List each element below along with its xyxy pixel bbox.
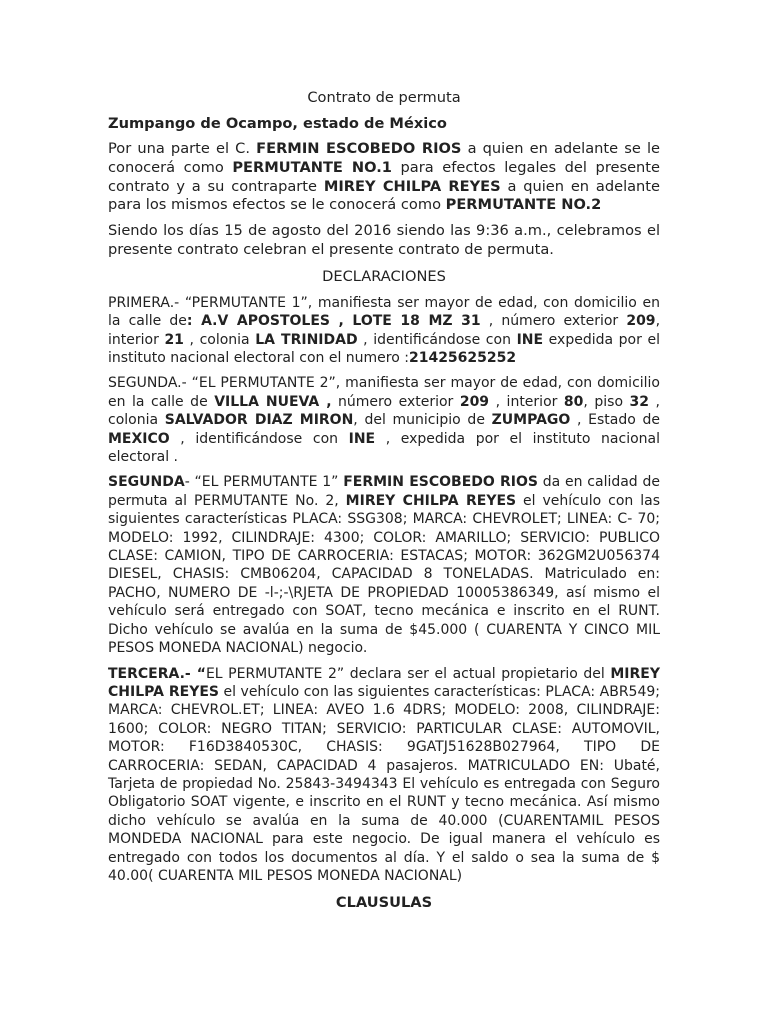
declaraciones-heading: DECLARACIONES: [322, 267, 446, 285]
bold-span: MIREY CHILPA REYES: [108, 665, 660, 700]
bold-span: MIREY CHILPA REYES: [323, 177, 501, 195]
text-span: , identificándose con: [169, 430, 349, 447]
bold-span: INE: [348, 430, 376, 447]
text-span: , identificándose con: [357, 331, 517, 348]
bold-span: 21: [164, 331, 184, 348]
text-span: número exterior: [331, 393, 460, 410]
tercera-paragraph: [108, 665, 660, 886]
clausulas-heading: CLAUSULAS: [335, 894, 433, 912]
text-span: EL PERMUTANTE 2” declara ser el actual propietario del: [205, 665, 611, 682]
bold-span: 21425625252: [408, 350, 517, 366]
text-span: SEGUNDA.- “EL PERMUTANTE 2”, manifiesta ser mayor de edad, con domicilio en la calle de: [108, 375, 660, 410]
text-span: PRIMERA.- “PERMUTANTE 1”, manifiesta ser mayor de edad, con domicilio en la calle de: [108, 294, 660, 330]
text-span: , piso: [583, 393, 630, 410]
segunda-declaracion-paragraph: [108, 374, 660, 466]
bold-span: TERCERA.- “: [108, 665, 206, 682]
bold-span: 209: [626, 313, 656, 330]
bold-span: MEXICO: [108, 430, 170, 447]
date-paragraph: Siendo los días 15 de agosto del 2016 siendo las 9:36 a.m., celebramos el presente contrato celebran el presente contrato de permuta.: [108, 222, 660, 258]
intro-paragraph: [108, 140, 660, 215]
text-span: , interior: [108, 313, 661, 348]
bold-span: FERMIN ESCOBEDO RIOS: [343, 474, 538, 491]
text-span: el vehículo con las siguientes características PLACA: SSG308; MARCA: CHEVROLET; LINEA: C- 70; MODELO: 1992, CILINDRAJE: 4300; COLOR: AMARILLO; SERVICIO: PUBLICO CLASE: CAMION, TIPO DE CARROCERIA: ESTACAS; MOTOR: 362GM2U056374 DIESEL, CHASIS: CMB06204, CAPACIDAD 8 TONELADAS. Matriculado en: PACHO, NUMERO DE -l-;-\RJETA DE PROPIEDAD 10005386349, así mismo el vehículo será entregado con SOAT, tecno mecánica e inscrito en el RUNT. Dicho vehículo se avalúa en la suma de $45.000 ( CUARENTA Y CINCO MIL PESOS MONEDA NACIONAL) negocio.: [108, 492, 660, 657]
bold-span: ZUMPAGO: [491, 412, 571, 429]
text-span: , Estado de: [570, 412, 660, 429]
bold-span: FERMIN ESCOBEDO RIOS: [256, 140, 462, 157]
bold-span: LA TRINIDAD: [255, 331, 358, 348]
text-span: a quien en adelante para los mismos efectos se le conocerá como: [108, 177, 661, 214]
text-span: , del municipio de: [353, 412, 492, 429]
text-span: , expedida por el instituto nacional electoral .: [108, 430, 660, 466]
bold-span: 209: [459, 393, 490, 410]
bold-span: 32: [629, 393, 650, 410]
bold-span: VILLA NUEVA ,: [214, 393, 332, 410]
bold-span: : A.V APOSTOLES , LOTE 18 MZ 31: [186, 313, 481, 330]
text-span: el vehículo con las siguientes características: PLACA: ABR549; MARCA: CHEVROL.ET; LINEA: AVEO 1.6 4DRS; MODELO: 2008, CILINDRAJE: 1600; COLOR: NEGRO TITAN; SERVICIO: PARTICULAR CLASE: AUTOMOVIL, MOTOR: F16D3840530C, CHASIS: 9GATJ51628B027964, TIPO DE CARROCERIA: SEDAN, CAPACIDAD 4 pasajeros. MATRICULADO EN: Ubaté, Tarjeta de propiedad No. 25843-3494343 El vehículo es entregada con Seguro Obligatorio SOAT vigente, e inscrito en el RUNT y tecno mecánica. Así mismo dicho vehículo se avalúa en la suma de 40.000 (CUARENTAMIL PESOS MONDEDA NACIONAL para este negocio. De igual manera el vehículo es entregado con todos los documentos al día. Y el saldo o sea la suma de $ 40.00( CUARENTA MIL PESOS MONEDA NACIONAL): [108, 683, 660, 884]
text-span: , interior: [489, 393, 564, 410]
text-span: , número exterior: [480, 313, 627, 330]
text-span: a quien en adelante se le conocerá como: [108, 140, 660, 176]
document-location: Zumpango de Ocampo, estado de México: [108, 115, 447, 132]
bold-span: INE: [516, 331, 544, 348]
bold-span: PERMUTANTE NO.1: [232, 158, 392, 176]
text-span: para efectos legales del presente contrato y a su contraparte: [108, 158, 661, 195]
text-span: Por una parte el C.: [108, 140, 257, 157]
bold-span: SALVADOR DIAZ MIRON: [164, 412, 354, 429]
bold-span: PERMUTANTE NO.2: [445, 196, 602, 214]
bold-span: MIREY CHILPA REYES: [345, 492, 517, 509]
primera-paragraph: [108, 294, 660, 368]
bold-span: SEGUNDA: [108, 474, 185, 491]
text-span: expedida por el instituto nacional electoral con el numero :: [108, 331, 660, 366]
bold-span: 80: [563, 393, 584, 410]
text-span: - “EL PERMUTANTE 1”: [184, 474, 344, 491]
segunda-vehiculo-paragraph: [108, 473, 660, 657]
text-span: , colonia: [108, 393, 661, 429]
text-span: da en calidad de permuta al PERMUTANTE No. 2,: [108, 474, 660, 509]
document-title: Contrato de permuta: [307, 89, 461, 106]
text-span: , colonia: [183, 331, 256, 348]
